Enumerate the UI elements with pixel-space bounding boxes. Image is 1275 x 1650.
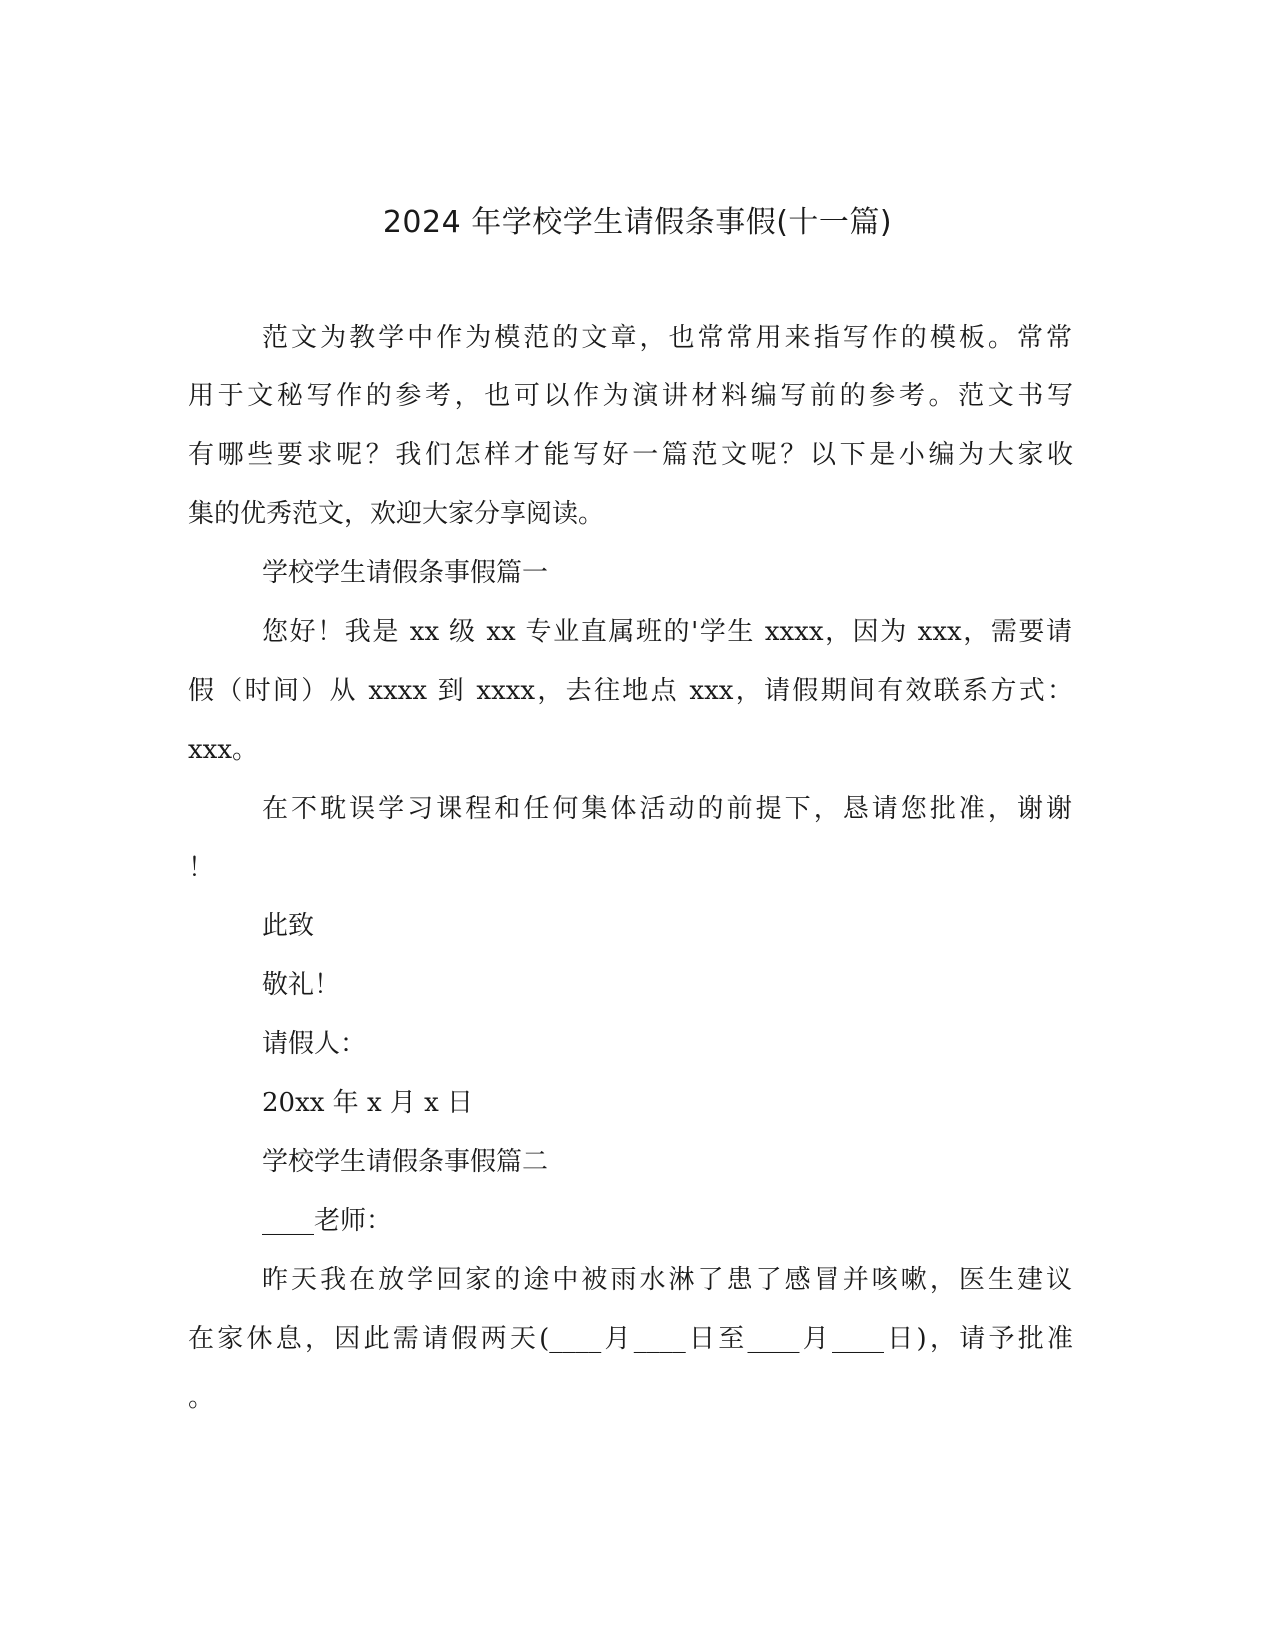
- intro-line-2: [0, 378, 1275, 424]
- intro-line-1: [0, 320, 1275, 366]
- section1-text-1: 您好！我是 xx 级 xx 专业直属班的'学生 xxxx，因为 xxx，需要请: [262, 617, 1072, 647]
- document-title: 2024 年学校学生请假条事假(十一篇): [382, 205, 893, 240]
- closing-2: 敬礼！: [262, 970, 341, 1000]
- letter-date: 20xx 年 x 月 x 日: [262, 1088, 474, 1118]
- intro-text-2: 用于文秘写作的参考，也可以作为演讲材料编写前的参考。范文书写: [188, 381, 1073, 411]
- intro-text-4: 集的优秀范文，欢迎大家分享阅读。: [188, 499, 605, 529]
- section2-line-2: [0, 1321, 1275, 1367]
- section2-text-1: 昨天我在放学回家的途中被雨水淋了患了感冒并咳嗽，医生建议: [262, 1265, 1072, 1295]
- section1-text-2: 假（时间）从 xxxx 到 xxxx，去往地点 xxx，请假期间有效联系方式：: [188, 676, 1073, 706]
- section2-greeting: ____老师：: [262, 1206, 393, 1236]
- intro-line-4: [0, 496, 1275, 532]
- intro-text-1: 范文为教学中作为模范的文章，也常常用来指写作的模板。常常: [262, 323, 1072, 353]
- section1-line-2: [0, 673, 1275, 719]
- intro-line-3: [0, 437, 1275, 483]
- section2-text-2: 在家休息，因此需请假两天(____月____日至____月____日)，请予批准: [188, 1324, 1073, 1354]
- signer-label: 请假人：: [262, 1029, 367, 1059]
- section1-line-1: [0, 614, 1275, 660]
- closing-1: 此致: [262, 911, 315, 941]
- section1-line-3: xxx。: [188, 735, 258, 765]
- section2-heading: 学校学生请假条事假篇二: [262, 1147, 549, 1177]
- section2-line-3: 。: [188, 1383, 215, 1413]
- section1-text-4: 在不耽误学习课程和任何集体活动的前提下，恳请您批准，谢谢: [262, 794, 1072, 824]
- section1-line-4: [0, 791, 1275, 837]
- intro-text-3: 有哪些要求呢？我们怎样才能写好一篇范文呢？以下是小编为大家收: [188, 440, 1073, 470]
- section1-line-5: ！: [188, 853, 215, 883]
- section1-heading: 学校学生请假条事假篇一: [262, 558, 549, 588]
- section2-line-1: [0, 1262, 1275, 1308]
